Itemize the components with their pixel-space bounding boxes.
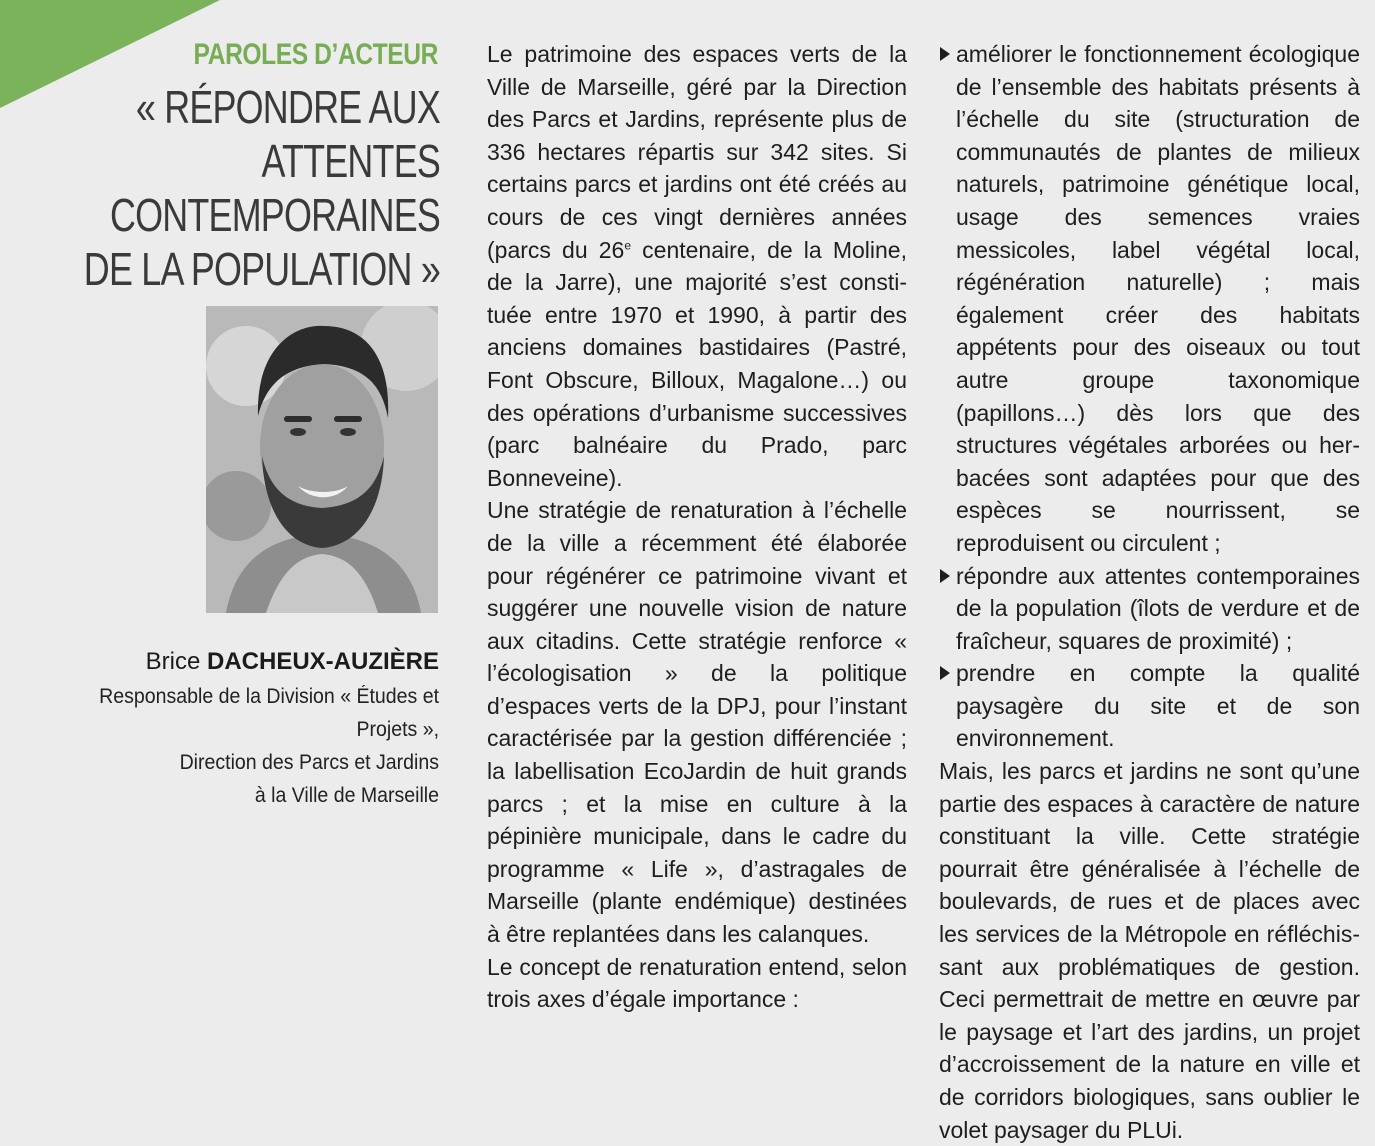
person-role-line-3: à la Ville de Marseille <box>254 784 439 807</box>
triangle-bullet-icon <box>940 569 950 583</box>
renaturation-axes-list <box>939 38 1360 755</box>
person-role-line-2: Direction des Parcs et Jardins <box>179 751 439 774</box>
portrait-illustration <box>206 306 438 613</box>
person-first-name: Brice <box>145 648 201 675</box>
article-column-right <box>939 38 1360 1146</box>
paragraph-1-part-2: centenaire, de la Moline, de la Jarre), une majorité s’est constituée entre 1970 et 1990, à partir des anciens domaines bastidaires (Pastré, Font Obscure, Billoux, Magalone…) ou des opérations d’urbanisme successives (parc balnéaire du Prado, parc Bonneveine). <box>487 236 907 491</box>
list-item-text: prendre en compte la qualité paysagère du site et de son environnement. <box>956 660 1360 752</box>
header-block <box>20 38 440 296</box>
portrait-photo <box>206 306 438 613</box>
paragraph-2: Une stratégie de renaturation à l’échelle de la ville a récemment été élaborée pour régénérer ce patrimoine vivant et suggérer une nouvelle vision de nature aux citadins. Cette stratégie renforce « l’écologisation » de la politique d’espaces verts de la DPJ, pour l’instant caractérisée par la gestion différenciée ; la labellisation EcoJardin de huit grands parcs ; et la mise en culture à la pépinière municipale, dans le cadre du programme « Life », d’astragales de Marseille (plante endémique) destinées à être replantées dans les calanques. <box>487 497 907 948</box>
list-item-text: répondre aux attentes contemporaines de la population (îlots de verdure et de fraîcheur, squares de proximité) ; <box>956 562 1360 654</box>
triangle-bullet-icon <box>940 47 950 61</box>
list-item <box>939 560 1360 658</box>
headline-quote: « RÉPONDRE AUX ATTENTES CONTEMPORAINES DE LA POPULATION » <box>83 81 441 295</box>
section-kicker: PAROLES D’ACTEUR <box>193 38 438 71</box>
article-column-middle <box>487 38 907 1016</box>
closing-paragraph: Mais, les parcs et jardins ne sont qu’une partie des espaces à caractère de nature constituant la ville. Cette stratégie pourrait être généralisée à l’échelle de boulevards, de rues et de places avec les services de la Métropole en réfléchissant aux problématiques de gestion. Ceci permettrait de mettre en œuvre par le paysage et l’art des jardins, un projet d’accroissement de la nature en ville et de corridors biologiques, sans oublier le volet paysager du PLUi. <box>939 758 1360 1143</box>
paragraph-3: Le concept de renaturation entend, selon trois axes d’égale importance : <box>487 953 907 1013</box>
person-role <box>48 680 439 812</box>
person-last-name: DACHEUX-AUZIÈRE <box>206 648 439 675</box>
list-item <box>939 38 1360 560</box>
triangle-bullet-icon <box>940 666 950 680</box>
person-name <box>146 648 439 676</box>
person-role-line-1: Responsable de la Division « Études et Projets », <box>99 685 440 741</box>
list-item-text: améliorer le fonctionnement écologique de l’ensemble des habitats présents à l’échelle du site (structuration de communautés de plantes de milieux naturels, patrimoine génétique local, usage des semences vraies messicoles, label végétal local, régénération naturelle) ; mais également créer des habitats appétents pour des oiseaux ou tout autre groupe taxonomique (papillons…) dès lors que des structures végétales arborées ou herbacées sont adaptées pour que des espèces se nourrissent, se reproduisent ou circulent ; <box>956 41 1360 556</box>
paragraph-1 <box>487 38 907 494</box>
ordinal-superscript: e <box>624 237 632 252</box>
paragraph-1-part-1: Le patrimoine des espaces verts de la Ville de Marseille, géré par la Direction des Parcs et Jardins, représente plus de 336 hectares répartis sur 342 sites. Si certains parcs et jardins ont été créés au cours de ces vingt dernières années (parcs du 26 <box>487 41 907 263</box>
list-item <box>939 657 1360 755</box>
